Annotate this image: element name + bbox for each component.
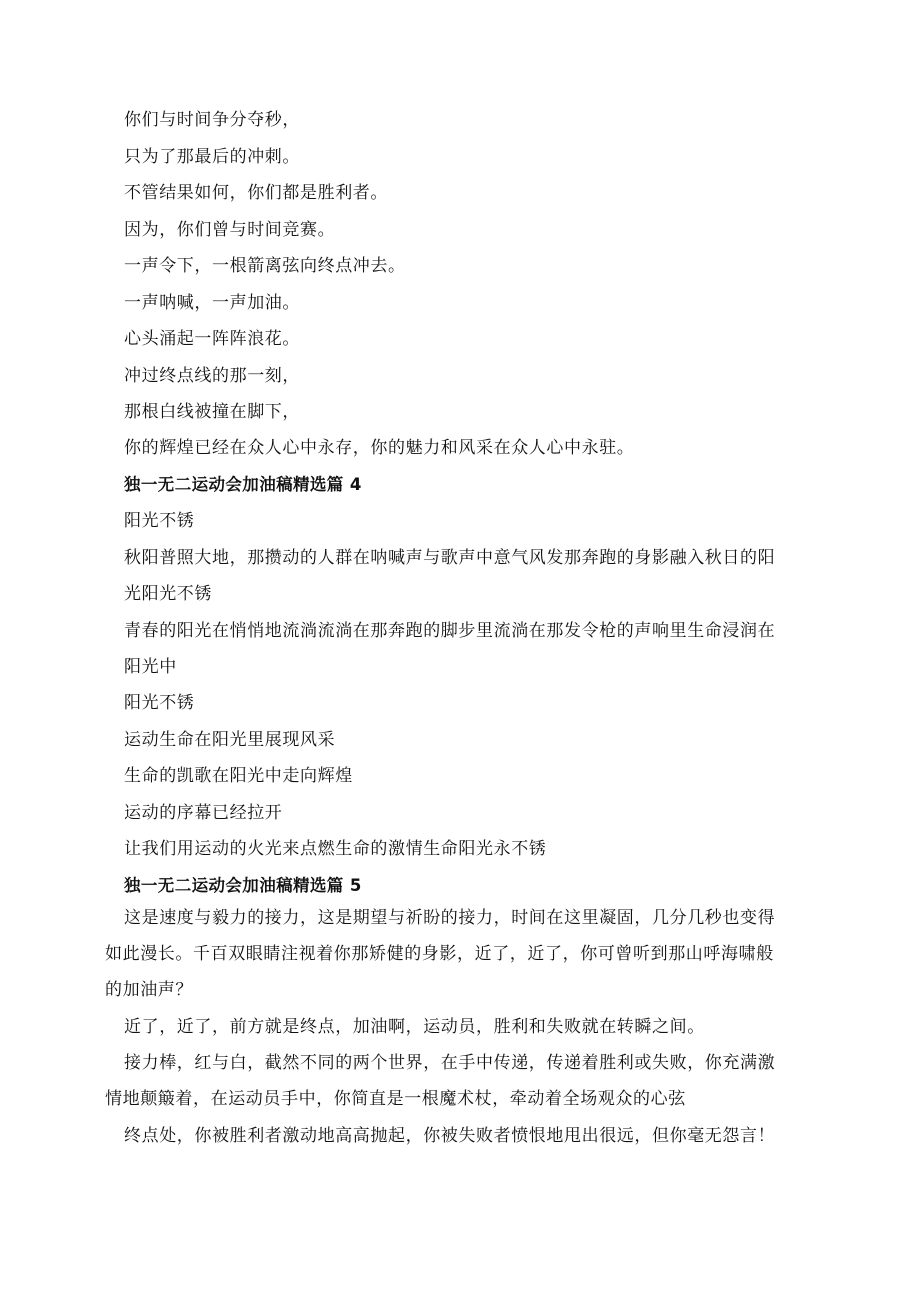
poem-line: 阳光不锈 [124,693,195,713]
poem-title: 阳光不锈 [124,511,195,531]
poem-line: 光阳光不锈 [124,584,212,604]
poem-line: 你们与时间争分夺秒， [124,110,300,130]
paragraph-4 [105,1118,820,1154]
poem-line: 只为了那最后的冲刺。 [124,147,300,167]
paragraph-3 [105,1045,820,1117]
poem-line: 你的辉煌已经在众人心中永存，你的魅力和风采在众人心中永驻。 [124,438,635,458]
poem-line: 阳光中 [124,657,177,677]
poem-line: 一声令下，一根箭离弦向终点冲去。 [124,256,406,276]
paragraph-line: 情地颠簸着，在运动员手中，你简直是一根魔术杖，牵动着全场观众的心弦 [105,1089,686,1109]
paragraph-2 [105,1009,820,1045]
poem-line: 冲过终点线的那一刻， [124,366,300,386]
poem-line: 运动的序幕已经拉开 [124,803,283,823]
paragraph-line: 的加油声？ [105,980,193,1000]
poem-line: 那根白线被撞在脚下， [124,402,300,422]
paragraph-1 [105,900,820,1008]
section-heading-5: 独一无二运动会加油稿精选篇 5 [124,876,362,895]
paragraph-line: 终点处，你被胜利者激动地高高抛起，你被失败者愤恨地甩出很远，但你毫无怨言！ [124,1126,776,1146]
poem-line: 让我们用运动的火光来点燃生命的激情生命阳光永不锈 [124,839,547,859]
paragraph-line: 这是速度与毅力的接力，这是期望与祈盼的接力，时间在这里凝固，几分几秒也变得 [124,908,776,928]
poem-line: 心头涌起一阵阵浪花。 [124,329,300,349]
paragraph-line: 如此漫长。千百双眼睛注视着你那矫健的身影，近了，近了，你可曾听到那山呼海啸般 [105,944,774,964]
poem-line: 运动生命在阳光里展现风采 [124,730,336,750]
paragraph-line: 近了，近了，前方就是终点，加油啊，运动员，胜利和失败就在转瞬之间。 [124,1017,705,1037]
poem-line: 生命的凯歌在阳光中走向辉煌 [124,766,353,786]
poem-line: 青春的阳光在悄悄地流淌流淌在那奔跑的脚步里流淌在那发令枪的声响里生命浸润在 [124,621,776,641]
poem-line: 秋阳普照大地，那攒动的人群在呐喊声与歌声中意气风发那奔跑的身影融入秋日的阳 [124,548,776,568]
poem-line: 因为，你们曾与时间竞赛。 [124,220,336,240]
section-heading-4: 独一无二运动会加油稿精选篇 4 [124,475,362,494]
paragraph-line: 接力棒，红与白，截然不同的两个世界，在手中传递，传递着胜利或失败，你充满激 [124,1053,776,1073]
poem-line: 一声呐喊，一声加油。 [124,293,300,313]
poem-line: 不管结果如何，你们都是胜利者。 [124,183,388,203]
